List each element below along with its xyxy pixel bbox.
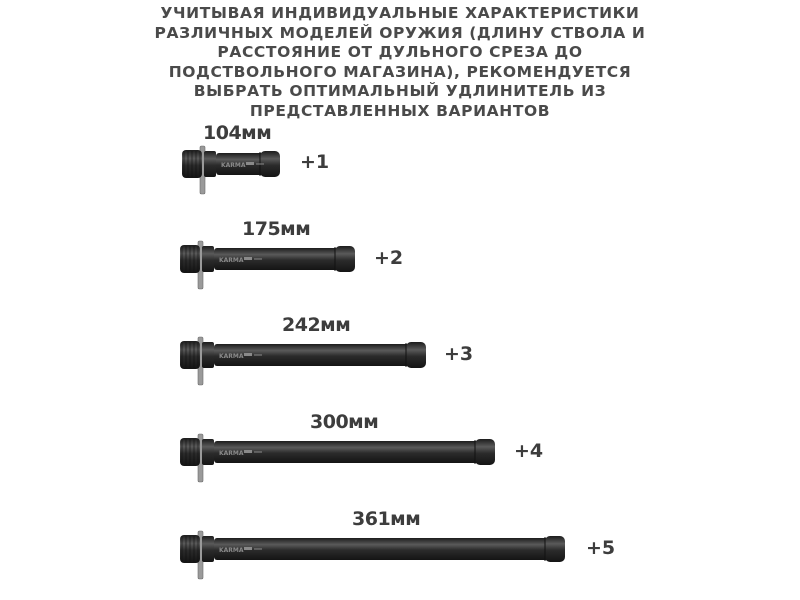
extension-length-label: 300мм bbox=[310, 411, 379, 433]
tube-graphic bbox=[178, 331, 444, 391]
heading-line: УЧИТЫВАЯ ИНДИВИДУАЛЬНЫЕ ХАРАКТЕРИСТИКИ bbox=[160, 4, 640, 22]
extension-capacity-label: +3 bbox=[444, 343, 474, 365]
tube-graphic bbox=[178, 235, 373, 295]
extension-length-label: 104мм bbox=[203, 122, 272, 144]
heading-line: ПРЕДСТАВЛЕННЫХ ВАРИАНТОВ bbox=[249, 101, 551, 120]
heading-line: ПОДСТВОЛЬНОГО МАГАЗИНА), РЕКОМЕНДУЕТСЯ bbox=[168, 62, 632, 81]
extension-capacity-label: +5 bbox=[586, 537, 616, 559]
tube-graphic bbox=[180, 140, 298, 200]
extension-length-label: 175мм bbox=[242, 218, 311, 240]
extension-length-label: 361мм bbox=[352, 508, 421, 530]
svg-text:KARMA: KARMA bbox=[219, 547, 244, 554]
svg-text:KARMA: KARMA bbox=[221, 162, 246, 169]
extension-length-label: 242мм bbox=[282, 314, 351, 336]
tube-graphic bbox=[178, 428, 513, 488]
extension-capacity-label: +1 bbox=[300, 151, 330, 173]
tube-graphic bbox=[178, 525, 583, 585]
heading-line: ВЫБРАТЬ ОПТИМАЛЬНЫЙ УДЛИНИТЕЛЬ ИЗ bbox=[193, 82, 607, 100]
heading-line: РАЗЛИЧНЫХ МОДЕЛЕЙ ОРУЖИЯ (ДЛИНУ СТВОЛА И bbox=[154, 23, 646, 42]
heading-line: РАССТОЯНИЕ ОТ ДУЛЬНОГО СРЕЗА ДО bbox=[217, 43, 583, 61]
extension-capacity-label: +4 bbox=[514, 440, 544, 462]
svg-text:KARMA: KARMA bbox=[219, 257, 244, 264]
svg-text:KARMA: KARMA bbox=[219, 450, 244, 457]
description-heading bbox=[150, 4, 650, 121]
extension-capacity-label: +2 bbox=[374, 247, 404, 269]
svg-text:KARMA: KARMA bbox=[219, 353, 244, 360]
